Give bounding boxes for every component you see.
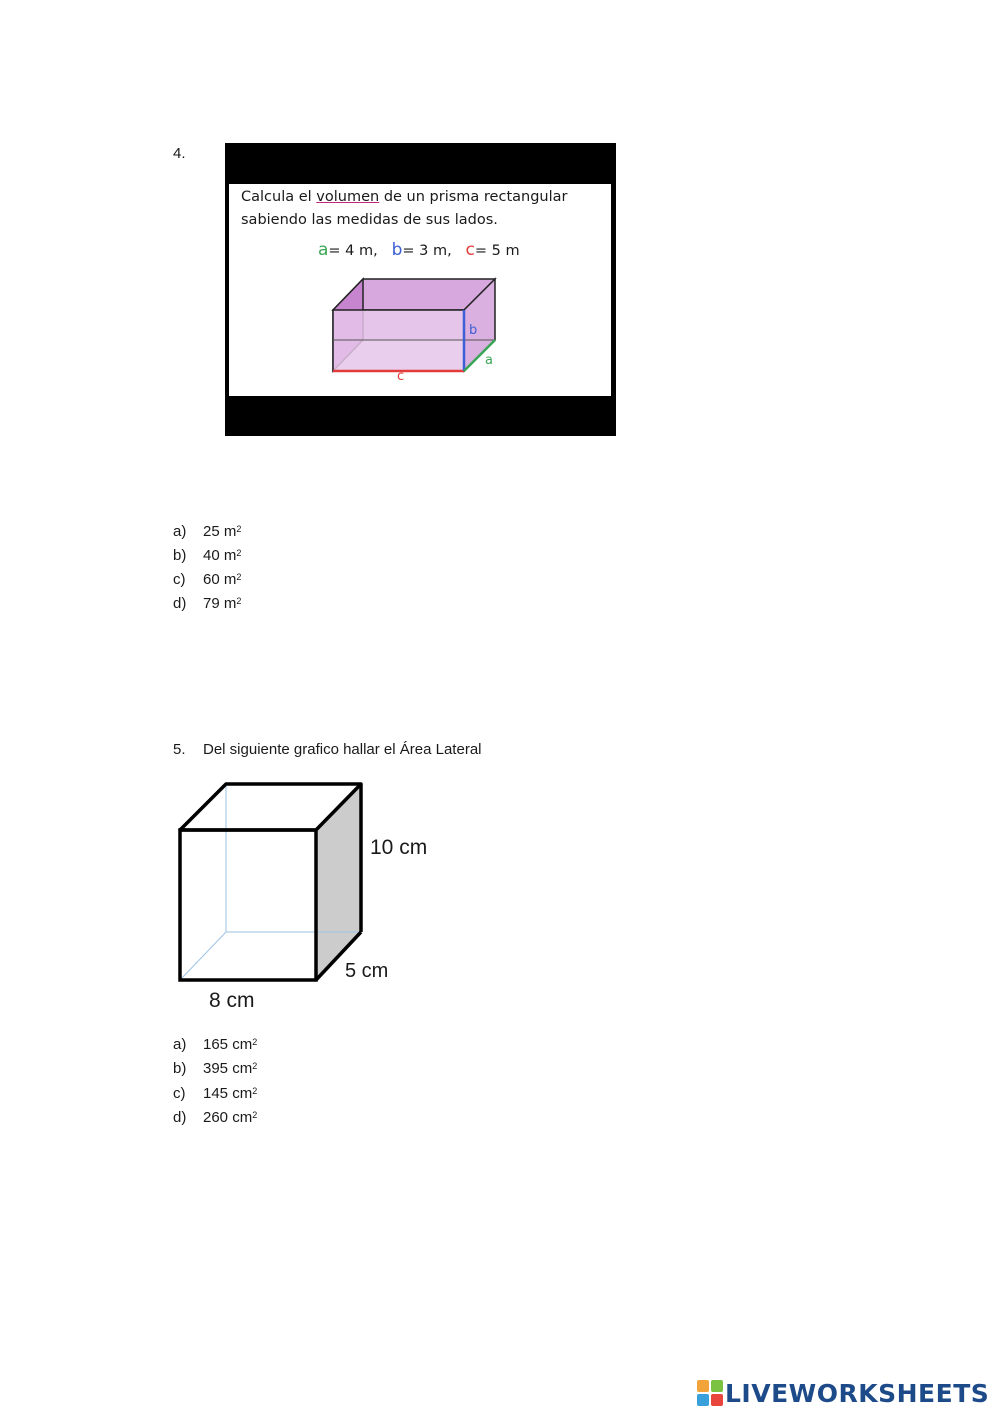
edge-c-label: c: [397, 369, 405, 384]
problem-line-1: Calcula el volumen de un prisma rectangular: [241, 189, 568, 205]
q4-option-c: c) 60 $m^2$: [173, 571, 242, 588]
liveworksheets-icon: [697, 1380, 723, 1406]
problem-line-2: sabiendo las medidas de sus lados.: [241, 212, 498, 228]
question-5-heading: 5. Del siguiente grafico hallar el Área Lateral: [173, 741, 482, 758]
question-4-image: [225, 143, 616, 436]
dimensions-line: a= 4 m, b= 3 m, c= 5 m: [318, 240, 520, 260]
q5-option-c: c) 145 $cm^2$: [173, 1085, 258, 1102]
question-4-number: 4.: [173, 145, 186, 162]
prism-drawing: [229, 184, 611, 396]
edge-a-label: a: [485, 353, 493, 368]
depth-label: 5 cm: [345, 960, 389, 982]
q5-option-d: d) 260 $cm^2$: [173, 1109, 258, 1126]
q4-option-d: d) 79 $m^2$: [173, 595, 242, 612]
height-label: 10 cm: [370, 836, 428, 859]
liveworksheets-logo: [697, 1378, 989, 1408]
q4-option-a: a) 25 $m^2$: [173, 523, 242, 540]
brand-text: LIVEWORKSHEETS: [725, 1378, 990, 1408]
q5-option-a: a) 165 $cm^2$: [173, 1036, 258, 1053]
keyword-volumen: volumen: [316, 189, 380, 205]
image-whiteboard: [229, 184, 611, 396]
edge-b-label: b: [469, 323, 478, 338]
q4-option-b: b) 40 $m^2$: [173, 547, 242, 564]
cuboid-drawing: [170, 775, 370, 990]
q5-option-b: b) 395 $cm^2$: [173, 1060, 258, 1077]
width-label: 8 cm: [209, 989, 255, 1012]
